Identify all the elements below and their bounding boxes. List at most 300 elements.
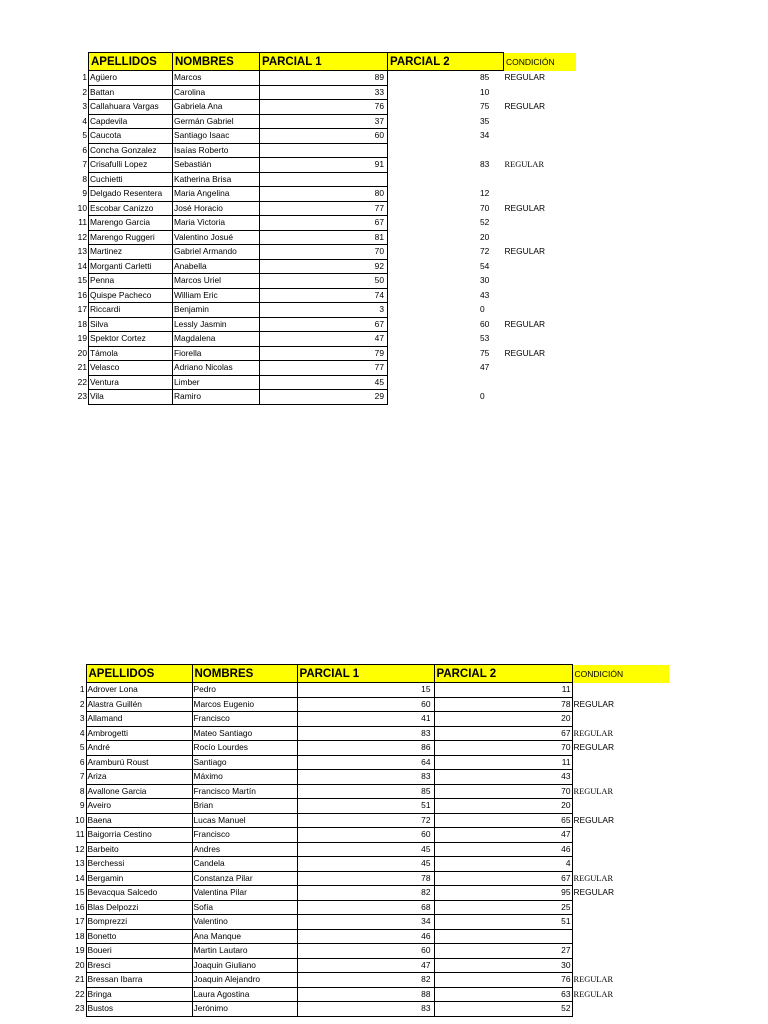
header-parcial-1[interactable]: PARCIAL 1 [260,53,388,71]
cell-parcial-2[interactable]: 12 [480,188,490,198]
row-number[interactable]: 13 [75,858,85,868]
cell-nombre[interactable]: Francisco Martín [192,784,297,799]
cell-condicion[interactable] [572,1002,669,1017]
cell-parcial-2[interactable]: 0 [480,304,485,314]
cell-condicion[interactable] [572,857,669,872]
cell-apellido[interactable]: Delgado Resentera [89,187,173,202]
cell-condicion[interactable] [572,755,669,770]
row-number[interactable]: 13 [77,246,87,256]
cell-condicion[interactable]: REGULAR [504,101,545,111]
cell-nombre[interactable]: Santiago Isaac [173,129,260,144]
cell-parcial-2[interactable]: 67 [434,726,572,741]
cell-parcial-1[interactable]: 47 [260,332,388,347]
cell-parcial-2[interactable]: 0 [480,391,485,401]
cell-parcial-2[interactable]: 10 [480,86,490,97]
cell-parcial-1[interactable]: 79 [260,346,388,361]
cell-nombre[interactable]: Martin Lautaro [192,944,297,959]
cell-apellido[interactable]: Capdevila [89,114,173,129]
cell-nombre[interactable]: Pedro [192,683,297,698]
table-row [70,201,576,216]
cell-parcial-1[interactable]: 67 [260,216,388,231]
cell-parcial-1[interactable]: 68 [297,900,434,915]
grades-table-1 [70,52,576,405]
cell-apellido[interactable]: André [86,741,192,756]
cell-nombre[interactable]: Francisco [192,828,297,843]
cell-parcial-1[interactable]: 92 [260,259,388,274]
cell-parcial-2[interactable] [388,172,504,187]
cell-condicion[interactable]: REGULAR [504,202,545,213]
cell-parcial-2[interactable]: 54 [480,260,490,271]
row-number[interactable]: 1 [79,684,85,694]
cell-parcial-2[interactable]: 52 [434,1002,572,1017]
cell-apellido[interactable]: Adrover Lona [86,683,192,698]
cell-apellido[interactable]: Bringa [86,987,192,1002]
row-number[interactable]: 21 [77,362,87,372]
cell-parcial-2[interactable]: 46 [434,842,572,857]
row-number[interactable]: 20 [77,347,87,358]
cell-apellido[interactable]: Escobar Canizzo [89,201,173,216]
row-number[interactable]: 8 [82,173,87,184]
cell-apellido[interactable]: Bonetto [86,929,192,944]
row-number[interactable]: 15 [77,275,87,285]
cell-apellido[interactable]: Baena [86,813,192,828]
row-number[interactable]: 12 [75,843,85,854]
row-number[interactable]: 4 [82,115,87,126]
cell-parcial-2[interactable]: 70 [480,202,490,213]
cell-parcial-2[interactable] [388,375,504,390]
cell-parcial-1[interactable]: 78 [297,871,434,886]
header-condicion[interactable]: CONDICIÓN [572,665,669,683]
cell-nombre[interactable]: Francisco [192,712,297,727]
cell-nombre[interactable]: Limber [173,375,260,390]
cell-condicion[interactable]: REGULAR [573,873,614,883]
cell-parcial-1[interactable]: 85 [297,784,434,799]
cell-condicion[interactable] [504,375,576,390]
cell-parcial-1[interactable]: 77 [260,361,388,376]
row-number[interactable]: 10 [75,814,85,825]
row-number[interactable]: 17 [75,916,85,926]
table-row [70,129,576,144]
cell-parcial-1[interactable] [260,172,388,187]
cell-parcial-2[interactable]: 65 [434,813,572,828]
table-row [70,114,576,129]
row-number[interactable]: 9 [79,800,85,810]
cell-condicion[interactable]: REGULAR [573,728,614,738]
cell-condicion[interactable] [504,114,576,129]
cell-parcial-1[interactable]: 34 [297,915,434,930]
cell-apellido[interactable]: Ventura [89,375,173,390]
cell-nombre[interactable]: Andres [192,842,297,857]
cell-apellido[interactable]: Allamand [86,712,192,727]
row-number[interactable]: 7 [82,159,87,169]
cell-parcial-2[interactable]: 30 [434,958,572,973]
row-number[interactable]: 8 [79,785,85,796]
row-number[interactable]: 16 [77,289,87,300]
row-number[interactable]: 21 [75,974,85,984]
cell-parcial-2[interactable]: 43 [480,289,490,300]
row-number[interactable]: 22 [75,988,85,999]
table-row [70,245,576,260]
row-number[interactable]: 15 [75,887,85,897]
cell-parcial-1[interactable]: 67 [260,317,388,332]
row-number[interactable]: 2 [82,86,87,97]
cell-parcial-2[interactable]: 35 [480,115,490,126]
cell-condicion[interactable]: REGULAR [573,698,614,709]
cell-parcial-1[interactable]: 82 [297,973,434,988]
row-number[interactable]: 6 [82,144,87,155]
cell-parcial-1[interactable]: 83 [297,770,434,785]
cell-parcial-2[interactable]: 75 [480,347,490,358]
cell-parcial-2[interactable] [388,143,504,158]
row-number[interactable]: 22 [77,376,87,387]
cell-parcial-2[interactable]: 30 [480,275,490,285]
cell-apellido[interactable]: Bressan Ibarra [86,973,192,988]
cell-apellido[interactable]: Baigorria Cestino [86,828,192,843]
cell-apellido[interactable]: Spektor Cortez [89,332,173,347]
cell-apellido[interactable]: Vila [89,390,173,405]
cell-condicion[interactable] [572,944,669,959]
cell-apellido[interactable]: Aveiro [86,799,192,814]
cell-condicion[interactable]: REGULAR [573,975,614,984]
cell-nombre[interactable]: Anabella [173,259,260,274]
row-number[interactable]: 23 [77,391,87,401]
cell-parcial-2[interactable]: 76 [434,973,572,988]
cell-nombre[interactable]: Joaquin Giuliano [192,958,297,973]
row-number[interactable]: 19 [77,333,87,343]
row-number[interactable]: 20 [75,959,85,970]
cell-parcial-1[interactable]: 37 [260,114,388,129]
cell-parcial-2[interactable]: 95 [434,886,572,901]
table-row [65,712,669,727]
cell-apellido[interactable]: Penna [89,274,173,289]
cell-parcial-2[interactable]: 47 [480,362,490,372]
row-number[interactable]: 23 [75,1003,85,1013]
cell-nombre[interactable]: Santiago [192,755,297,770]
cell-apellido[interactable]: Velasco [89,361,173,376]
cell-condicion[interactable] [504,216,576,231]
cell-parcial-1[interactable]: 77 [260,201,388,216]
cell-nombre[interactable]: Máximo [192,770,297,785]
cell-parcial-1[interactable]: 60 [297,697,434,712]
cell-parcial-2[interactable]: 70 [434,784,572,799]
cell-parcial-1[interactable]: 86 [297,741,434,756]
cell-condicion[interactable] [504,303,576,318]
cell-parcial-1[interactable]: 3 [260,303,388,318]
cell-parcial-1[interactable]: 60 [260,129,388,144]
cell-condicion[interactable] [572,842,669,857]
row-number[interactable]: 17 [77,304,87,314]
cell-apellido[interactable]: Boueri [86,944,192,959]
cell-apellido[interactable]: Támola [89,346,173,361]
cell-parcial-2[interactable]: 53 [480,333,490,343]
cell-condicion[interactable]: REGULAR [573,887,614,897]
cell-parcial-1[interactable]: 29 [260,390,388,405]
cell-parcial-2[interactable]: 67 [434,871,572,886]
cell-parcial-1[interactable]: 64 [297,755,434,770]
cell-parcial-2[interactable]: 52 [480,217,490,227]
cell-parcial-1[interactable]: 82 [297,886,434,901]
cell-nombre[interactable]: Joaquin Alejandro [192,973,297,988]
cell-parcial-1[interactable]: 91 [260,158,388,173]
cell-condicion[interactable]: REGULAR [504,72,545,82]
cell-parcial-1[interactable]: 83 [297,726,434,741]
cell-apellido[interactable]: Bergamin [86,871,192,886]
cell-apellido[interactable]: Ariza [86,770,192,785]
cell-nombre[interactable]: Valentina Pilar [192,886,297,901]
row-number[interactable]: 2 [79,698,85,709]
row-number[interactable]: 5 [79,742,85,752]
cell-parcial-1[interactable]: 41 [297,712,434,727]
cell-apellido[interactable]: Crisafulli Lopez [89,158,173,173]
table-row [70,172,576,187]
cell-condicion[interactable] [572,712,669,727]
cell-parcial-1[interactable]: 81 [260,230,388,245]
row-number[interactable]: 9 [82,188,87,198]
cell-nombre[interactable]: Laura Agostina [192,987,297,1002]
row-number[interactable]: 3 [82,101,87,111]
cell-parcial-1[interactable]: 72 [297,813,434,828]
cell-apellido[interactable]: Concha Gonzalez [89,143,173,158]
table-row [70,346,576,361]
cell-apellido[interactable]: Morganti Carletti [89,259,173,274]
cell-nombre[interactable]: Gabriela Ana [173,100,260,115]
cell-nombre[interactable]: Rocío Lourdes [192,741,297,756]
cell-parcial-1[interactable]: 80 [260,187,388,202]
cell-condicion[interactable] [572,828,669,843]
row-number[interactable]: 7 [79,771,85,781]
cell-condicion[interactable] [572,683,669,698]
cell-condicion[interactable] [572,900,669,915]
cell-condicion[interactable]: REGULAR [504,160,545,169]
cell-nombre[interactable]: Marcos Eugenio [192,697,297,712]
cell-parcial-1[interactable]: 76 [260,100,388,115]
cell-condicion[interactable] [504,332,576,347]
cell-condicion[interactable]: REGULAR [504,318,545,329]
cell-parcial-2[interactable]: 72 [480,246,490,256]
cell-nombre[interactable]: Lessly Jasmin [173,317,260,332]
cell-parcial-1[interactable]: 83 [297,1002,434,1017]
row-number[interactable]: 5 [82,130,87,140]
table-row [65,871,669,886]
cell-nombre[interactable]: Marcos Uriel [173,274,260,289]
cell-nombre[interactable]: Ana Manque [192,929,297,944]
cell-nombre[interactable]: Magdalena [173,332,260,347]
cell-nombre[interactable]: Mateo Santiago [192,726,297,741]
cell-nombre[interactable]: Maria Angelina [173,187,260,202]
cell-parcial-1[interactable]: 74 [260,288,388,303]
table-row [70,288,576,303]
row-number[interactable]: 14 [75,872,85,883]
cell-parcial-1[interactable]: 45 [297,842,434,857]
cell-condicion[interactable]: REGULAR [573,989,614,999]
cell-apellido[interactable]: Martinez [89,245,173,260]
cell-nombre[interactable]: Maria Victoria [173,216,260,231]
cell-parcial-2[interactable]: 63 [434,987,572,1002]
cell-apellido[interactable]: Aramburú Roust [86,755,192,770]
cell-condicion[interactable] [504,361,576,376]
row-number[interactable]: 16 [75,901,85,912]
cell-parcial-2[interactable]: 4 [434,857,572,872]
cell-apellido[interactable]: Callahuara Vargas [89,100,173,115]
header-parcial-2[interactable]: PARCIAL 2 [434,665,572,683]
cell-parcial-2[interactable]: 20 [434,799,572,814]
cell-condicion[interactable] [504,172,576,187]
cell-parcial-2[interactable]: 27 [434,944,572,959]
table-row [65,683,669,698]
cell-parcial-2[interactable]: 75 [480,101,490,111]
cell-parcial-1[interactable]: 15 [297,683,434,698]
row-number[interactable]: 11 [78,217,87,227]
cell-parcial-2[interactable]: 20 [480,231,490,242]
cell-parcial-1[interactable]: 33 [260,85,388,100]
cell-apellido[interactable]: Battan [89,85,173,100]
header-apellidos[interactable]: APELLIDOS [86,665,192,683]
cell-parcial-2[interactable]: 34 [480,130,490,140]
cell-condicion[interactable]: REGULAR [504,246,545,256]
row-number[interactable]: 12 [77,231,87,242]
cell-nombre[interactable]: William Eric [173,288,260,303]
header-nombres[interactable]: NOMBRES [192,665,297,683]
cell-parcial-2[interactable]: 43 [434,770,572,785]
cell-nombre[interactable]: Benjamin [173,303,260,318]
cell-parcial-1[interactable]: 88 [297,987,434,1002]
cell-parcial-2[interactable]: 83 [480,159,490,169]
cell-apellido[interactable]: Avallone Garcia [86,784,192,799]
row-number[interactable]: 18 [75,930,85,941]
cell-apellido[interactable]: Marengo Garcia [89,216,173,231]
cell-apellido[interactable]: Marengo Ruggeri [89,230,173,245]
cell-parcial-2[interactable]: 70 [434,741,572,756]
cell-parcial-1[interactable]: 46 [297,929,434,944]
row-number[interactable]: 11 [75,829,85,839]
cell-nombre[interactable]: Carolina [173,85,260,100]
row-number[interactable]: 10 [77,202,87,213]
row-number[interactable]: 14 [77,260,87,271]
cell-nombre[interactable]: Ramiro [173,390,260,405]
cell-nombre[interactable]: Lucas Manuel [192,813,297,828]
cell-parcial-1[interactable]: 50 [260,274,388,289]
header-parcial-2[interactable]: PARCIAL 2 [388,53,504,71]
table-row [70,216,576,231]
cell-nombre[interactable]: Marcos [173,71,260,86]
cell-condicion[interactable]: REGULAR [573,786,614,796]
cell-condicion[interactable] [572,929,669,944]
cell-apellido[interactable]: Alastra Guillén [86,697,192,712]
cell-condicion[interactable] [504,143,576,158]
cell-condicion[interactable] [504,230,576,245]
header-apellidos[interactable]: APELLIDOS [89,53,173,71]
cell-condicion[interactable] [504,187,576,202]
cell-parcial-1[interactable]: 70 [260,245,388,260]
cell-condicion[interactable] [504,85,576,100]
header-nombres[interactable]: NOMBRES [173,53,260,71]
cell-nombre[interactable]: Brian [192,799,297,814]
cell-parcial-1[interactable]: 51 [297,799,434,814]
cell-parcial-1[interactable]: 89 [260,71,388,86]
cell-apellido[interactable]: Agüero [89,71,173,86]
cell-apellido[interactable]: Berchessi [86,857,192,872]
cell-parcial-2[interactable]: 25 [434,900,572,915]
header-parcial-1[interactable]: PARCIAL 1 [297,665,434,683]
row-number[interactable]: 3 [79,713,85,723]
cell-nombre[interactable]: Valentino [192,915,297,930]
cell-condicion[interactable] [504,259,576,274]
cell-parcial-1[interactable] [260,143,388,158]
cell-parcial-2[interactable]: 78 [434,697,572,712]
cell-apellido[interactable]: Bevacqua Salcedo [86,886,192,901]
row-number[interactable]: 4 [79,727,85,738]
cell-condicion[interactable] [504,129,576,144]
cell-nombre[interactable]: Constanza Pilar [192,871,297,886]
cell-apellido[interactable]: Silva [89,317,173,332]
cell-nombre[interactable]: José Horacio [173,201,260,216]
cell-apellido[interactable]: Quispe Pacheco [89,288,173,303]
cell-parcial-2[interactable] [434,929,572,944]
cell-nombre[interactable]: Sofía [192,900,297,915]
cell-apellido[interactable]: Cuchietti [89,172,173,187]
cell-parcial-2[interactable]: 11 [434,683,572,698]
cell-nombre[interactable]: Fiorella [173,346,260,361]
cell-condicion[interactable] [572,958,669,973]
cell-condicion[interactable]: REGULAR [504,347,545,358]
cell-nombre[interactable]: Isaías Roberto [173,143,260,158]
cell-nombre[interactable]: Gabriel Armando [173,245,260,260]
cell-condicion[interactable] [504,390,576,405]
cell-condicion[interactable] [572,915,669,930]
cell-apellido[interactable]: Bomprezzi [86,915,192,930]
cell-apellido[interactable]: Blas Delpozzi [86,900,192,915]
cell-parcial-2[interactable]: 51 [434,915,572,930]
row-number[interactable]: 18 [77,318,87,329]
header-condicion[interactable]: CONDICIÓN [504,53,576,71]
cell-nombre[interactable]: Jerónimo [192,1002,297,1017]
cell-nombre[interactable]: Candela [192,857,297,872]
cell-apellido[interactable]: Ambrogetti [86,726,192,741]
cell-nombre[interactable]: Adriano Nicolas [173,361,260,376]
cell-condicion[interactable] [504,288,576,303]
cell-nombre[interactable]: Sebastián [173,158,260,173]
cell-apellido[interactable]: Bresci [86,958,192,973]
row-number[interactable]: 6 [79,756,85,767]
row-number[interactable]: 1 [82,72,87,82]
cell-parcial-1[interactable]: 45 [297,857,434,872]
cell-condicion[interactable] [572,799,669,814]
cell-nombre[interactable]: Valentino Josué [173,230,260,245]
cell-parcial-1[interactable]: 60 [297,828,434,843]
cell-parcial-2[interactable]: 11 [434,755,572,770]
cell-parcial-2[interactable]: 20 [434,712,572,727]
cell-nombre[interactable]: Katherina Brisa [173,172,260,187]
cell-parcial-2[interactable]: 85 [480,72,490,83]
cell-apellido[interactable]: Barbeito [86,842,192,857]
cell-nombre[interactable]: Germán Gabriel [173,114,260,129]
cell-condicion[interactable] [504,274,576,289]
cell-condicion[interactable]: REGULAR [573,742,614,752]
cell-condicion[interactable]: REGULAR [573,814,614,825]
cell-parcial-2[interactable]: 47 [434,828,572,843]
cell-parcial-2[interactable]: 60 [480,318,490,329]
cell-apellido[interactable]: Riccardi [89,303,173,318]
table-row [65,973,669,988]
cell-condicion[interactable] [572,770,669,785]
row-number[interactable]: 19 [75,945,85,955]
cell-parcial-1[interactable]: 60 [297,944,434,959]
cell-parcial-1[interactable]: 47 [297,958,434,973]
cell-apellido[interactable]: Bustos [86,1002,192,1017]
cell-apellido[interactable]: Caucota [89,129,173,144]
attendance-sheet-1 [70,52,576,405]
cell-parcial-1[interactable]: 45 [260,375,388,390]
